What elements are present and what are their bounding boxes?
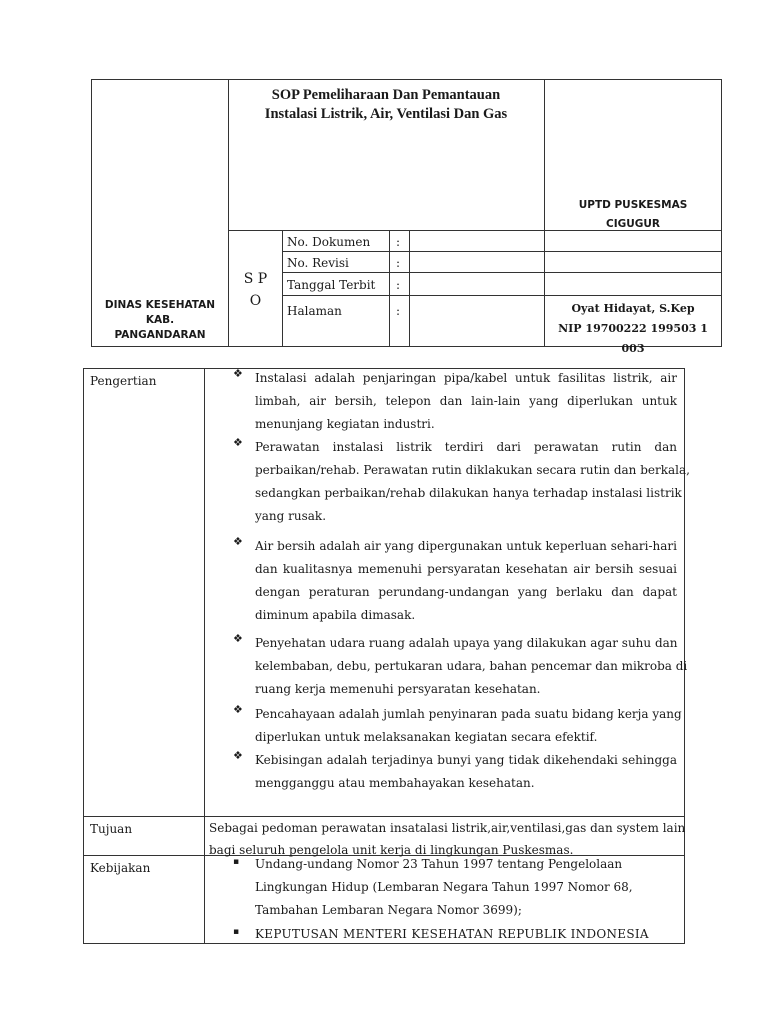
- spo-line-2: O: [249, 293, 262, 309]
- kebijakan-line: KEPUTUSAN MENTERI KESEHATAN REPUBLIK INDONESIA: [255, 927, 649, 941]
- pengertian-item: [233, 436, 690, 528]
- kebijakan-label: Kebijakan: [90, 861, 151, 875]
- org-right-line-2: CIGUGUR: [606, 218, 660, 230]
- spo-line-1: S P: [243, 271, 268, 287]
- field-tanggal-terbit-label: Tanggal Terbit: [287, 278, 376, 292]
- org-left-line-1: DINAS KESEHATAN: [104, 299, 216, 311]
- pengertian-item: [233, 632, 688, 701]
- diamond-bullet-icon: ❖: [233, 703, 243, 716]
- document-title: [229, 86, 543, 124]
- pengertian-line: dan kualitasnya memenuhi persyaratan kesehatan air bersih sesuai: [255, 562, 677, 576]
- signer-block: [545, 299, 721, 359]
- signer-nip: NIP 19700222 199503 1 003: [558, 322, 708, 355]
- org-left: [92, 298, 228, 343]
- pengertian-line: diminum apabila dimasak.: [255, 608, 416, 622]
- square-bullet-icon: ▪: [233, 927, 240, 937]
- kebijakan-item: [233, 853, 677, 922]
- pengertian-line: Air bersih adalah air yang dipergunakan untuk keperluan sehari-hari: [255, 539, 677, 553]
- pengertian-line: Perawatan instalasi listrik terdiri dari perawatan rutin dan: [255, 440, 677, 454]
- kebijakan-line: Lingkungan Hidup (Lembaran Negara Tahun 1997 Nomor 68,: [255, 880, 633, 894]
- title-line-2: Instalasi Listrik, Air, Ventilasi Dan Gas: [264, 106, 508, 122]
- pengertian-line: yang rusak.: [255, 509, 327, 523]
- kebijakan-line: Undang-undang Nomor 23 Tahun 1997 tentang Pengelolaan: [255, 857, 623, 871]
- kebijakan-line: Tambahan Lembaran Negara Nomor 3699);: [255, 903, 522, 917]
- signer-name: Oyat Hidayat, S.Kep: [571, 302, 695, 315]
- org-left-line-2: KAB.: [145, 314, 175, 326]
- org-right: [545, 196, 721, 234]
- pengertian-line: perbaikan/rehab. Perawatan rutin diklakukan secara rutin dan berkala,: [255, 463, 690, 477]
- diamond-bullet-icon: ❖: [233, 632, 243, 645]
- pengertian-line: dengan peraturan perundang-undangan yang berlaku dan dapat: [255, 585, 677, 599]
- pengertian-line: diperlukan untuk melaksanakan kegiatan secara efektif.: [255, 730, 598, 744]
- field-no-revisi-label: No. Revisi: [287, 256, 349, 270]
- field-no-dokumen-label: No. Dokumen: [287, 235, 371, 249]
- diamond-bullet-icon: ❖: [233, 535, 243, 548]
- field-no-revisi-sep: :: [396, 256, 401, 270]
- field-halaman-sep: :: [396, 304, 401, 318]
- pengertian-item: [233, 703, 682, 749]
- org-left-line-3: PANGANDARAN: [114, 329, 206, 341]
- pengertian-item: [233, 535, 677, 627]
- title-line-1: SOP Pemeliharaan Dan Pemantauan: [271, 87, 501, 103]
- pengertian-label: Pengertian: [90, 374, 157, 388]
- pengertian-line: Instalasi adalah penjaringan pipa/kabel untuk fasilitas listrik, air: [255, 371, 677, 385]
- spo-label: [229, 268, 282, 312]
- pengertian-item: [233, 749, 677, 795]
- pengertian-line: limbah, air bersih, telepon dan lain-lain yang diperlukan untuk: [255, 394, 677, 408]
- pengertian-line: menunjang kegiatan industri.: [255, 417, 435, 431]
- pengertian-line: mengganggu atau membahayakan kesehatan.: [255, 776, 535, 790]
- pengertian-line: sedangkan perbaikan/rehab dilakukan hanya terhadap instalasi listrik: [255, 486, 682, 500]
- pengertian-line: kelembaban, debu, pertukaran udara, bahan pencemar dan mikroba di: [255, 659, 688, 673]
- diamond-bullet-icon: ❖: [233, 749, 243, 762]
- diamond-bullet-icon: ❖: [233, 367, 243, 380]
- tujuan-label: Tujuan: [90, 822, 133, 836]
- tujuan-line: bagi seluruh pengelola unit kerja di lingkungan Puskesmas.: [209, 843, 574, 857]
- field-halaman-label: Halaman: [287, 304, 342, 318]
- tujuan-line: Sebagai pedoman perawatan insatalasi listrik,air,ventilasi,gas dan system lain: [209, 821, 686, 835]
- pengertian-line: Pencahayaan adalah jumlah penyinaran pada suatu bidang kerja yang: [255, 707, 682, 721]
- field-tanggal-terbit-sep: :: [396, 278, 401, 292]
- diamond-bullet-icon: ❖: [233, 436, 243, 449]
- pengertian-line: ruang kerja memenuhi persyaratan kesehatan.: [255, 682, 541, 696]
- square-bullet-icon: ▪: [233, 857, 240, 867]
- kebijakan-item: [233, 923, 677, 946]
- pengertian-line: Penyehatan udara ruang adalah upaya yang dilakukan agar suhu dan: [255, 636, 678, 650]
- pengertian-item: [233, 367, 677, 436]
- org-right-line-1: UPTD PUSKESMAS: [578, 199, 688, 211]
- field-no-dokumen-sep: :: [396, 235, 401, 249]
- pengertian-line: Kebisingan adalah terjadinya bunyi yang tidak dikehendaki sehingga: [255, 753, 677, 767]
